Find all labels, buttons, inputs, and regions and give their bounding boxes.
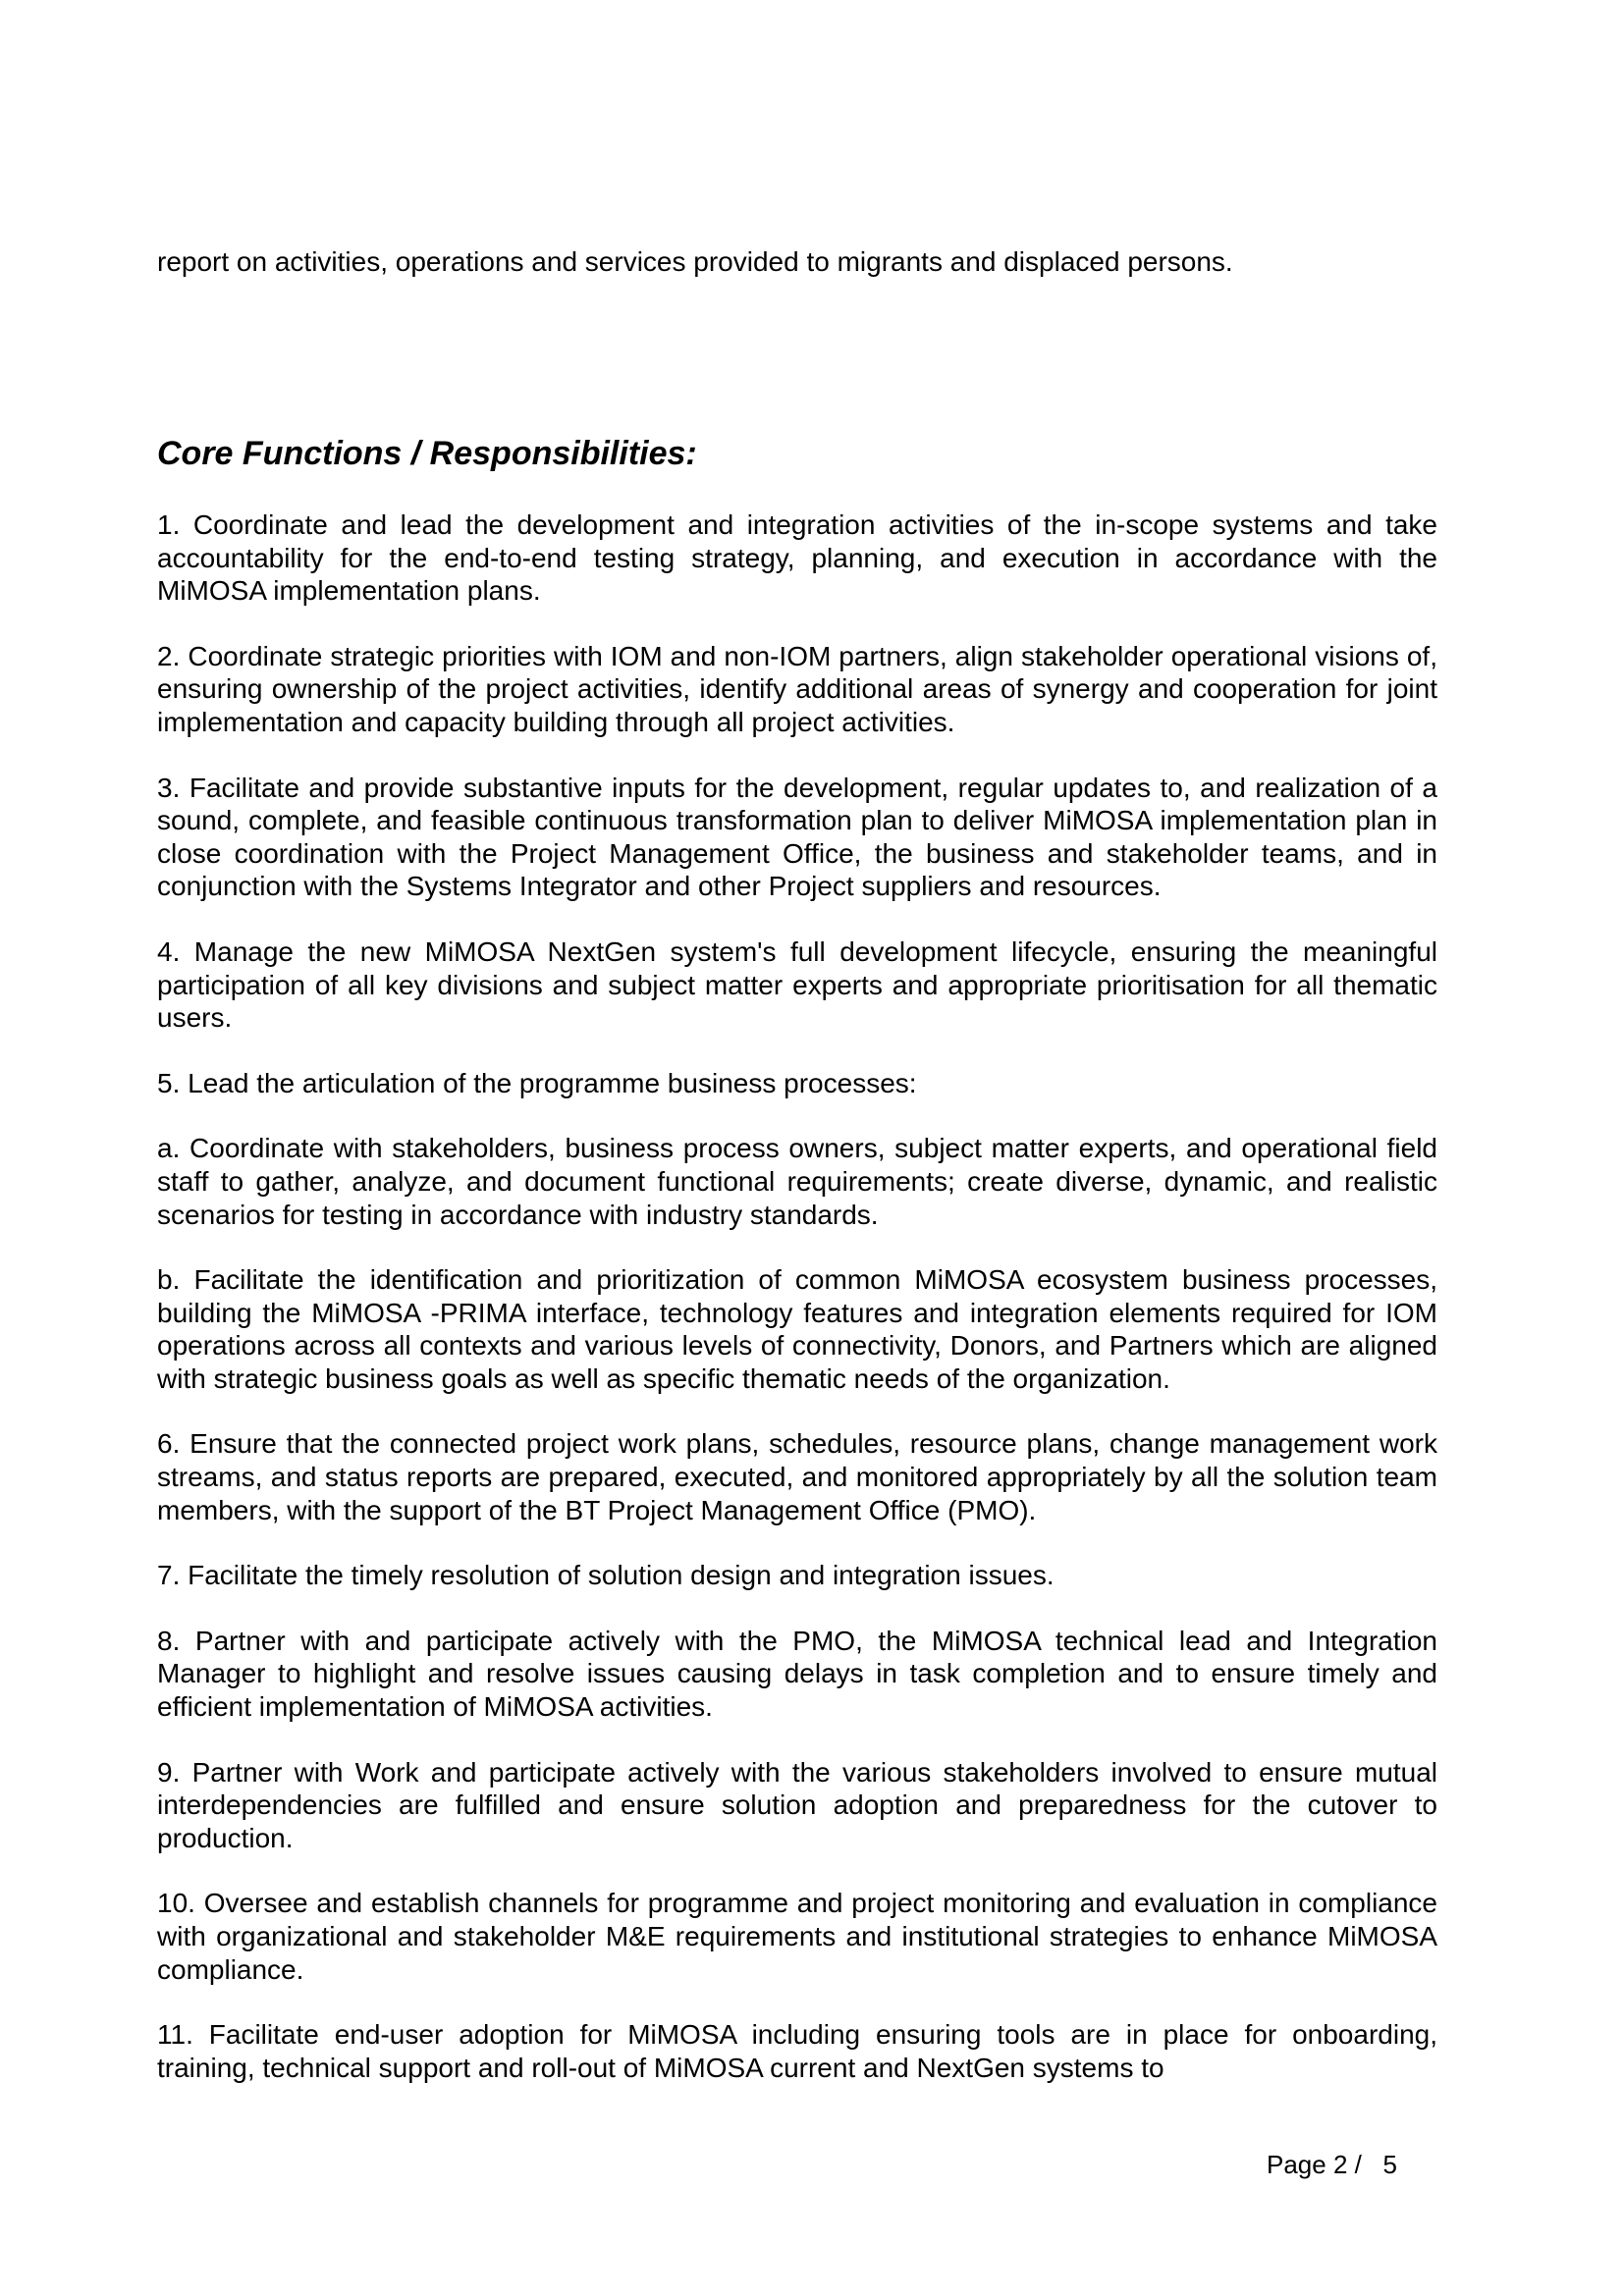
list-item-6: 6. Ensure that the connected project work plans, schedules, resource plans, change management work streams, and status reports are prepared, executed, and monitored appropriately by all the solution team members, with the support of the BT Project Management Office (PMO). <box>157 1428 1437 1525</box>
intro-paragraph: report on activities, operations and services provided to migrants and displaced persons. <box>157 246 1233 277</box>
responsibilities-list <box>157 508 1437 2116</box>
list-item-5a: a. Coordinate with stakeholders, business process owners, subject matter experts, and operational field staff to gather, analyze, and document functional requirements; create diverse, dynamic, and realistic scenarios for testing in accordance with industry standards. <box>157 1133 1437 1230</box>
page-number: Page 2 / 5 <box>1267 2150 1397 2179</box>
list-item-11: 11. Facilitate end-user adoption for MiMOSA including ensuring tools are in place for onboarding, training, technical support and roll-out of MiMOSA current and NextGen systems to <box>157 2019 1437 2083</box>
list-item-4: 4. Manage the new MiMOSA NextGen system's full development lifecycle, ensuring the meaningful participation of all key divisions and subject matter experts and appropriate prioritisation for all thematic users. <box>157 935 1437 1034</box>
list-item-7: 7. Facilitate the timely resolution of solution design and integration issues. <box>157 1560 1055 1591</box>
section-heading: Core Functions / Responsibilities: <box>157 435 697 472</box>
list-item-10: 10. Oversee and establish channels for programme and project monitoring and evaluation in compliance with organizational and stakeholder M&E requirements and institutional strategies to enhance MiMOSA compliance. <box>157 1888 1437 1985</box>
list-item-9: 9. Partner with Work and participate actively with the various stakeholders involved to ensure mutual interdependencies are fulfilled and ensure solution adoption and preparedness for the cutover to production. <box>157 1756 1437 1853</box>
list-item-2: 2. Coordinate strategic priorities with IOM and non-IOM partners, align stakeholder operational visions of, ensuring ownership of the project activities, identify additional areas of synergy and cooperation for joint implementation and capacity building through all project activities. <box>157 640 1437 737</box>
list-item-8: 8. Partner with and participate actively with the PMO, the MiMOSA technical lead and Integration Manager to highlight and resolve issues causing delays in task completion and to ensure timely and efficient implementation of MiMOSA activities. <box>157 1625 1437 1723</box>
list-item-3: 3. Facilitate and provide substantive inputs for the development, regular updates to, and realization of a sound, complete, and feasible continuous transformation plan to deliver MiMOSA implementation plan in close coordination with the Project Management Office, the business and stakeholder teams, and in conjunction with the Systems Integrator and other Project suppliers and resources. <box>157 772 1437 902</box>
list-item-5: 5. Lead the articulation of the programme business processes: <box>157 1067 917 1098</box>
list-item-5b: b. Facilitate the identification and prioritization of common MiMOSA ecosystem business processes, building the MiMOSA -PRIMA interface, technology features and integration elements required for IOM operations across all contexts and various levels of connectivity, Donors, and Partners which are aligned with strategic business goals as well as specific thematic needs of the organization. <box>157 1264 1437 1394</box>
list-item-1: 1. Coordinate and lead the development and integration activities of the in-scope systems and take accountability for the end-to-end testing strategy, planning, and execution in accordance with the MiMOSA implementation plans. <box>157 509 1437 607</box>
